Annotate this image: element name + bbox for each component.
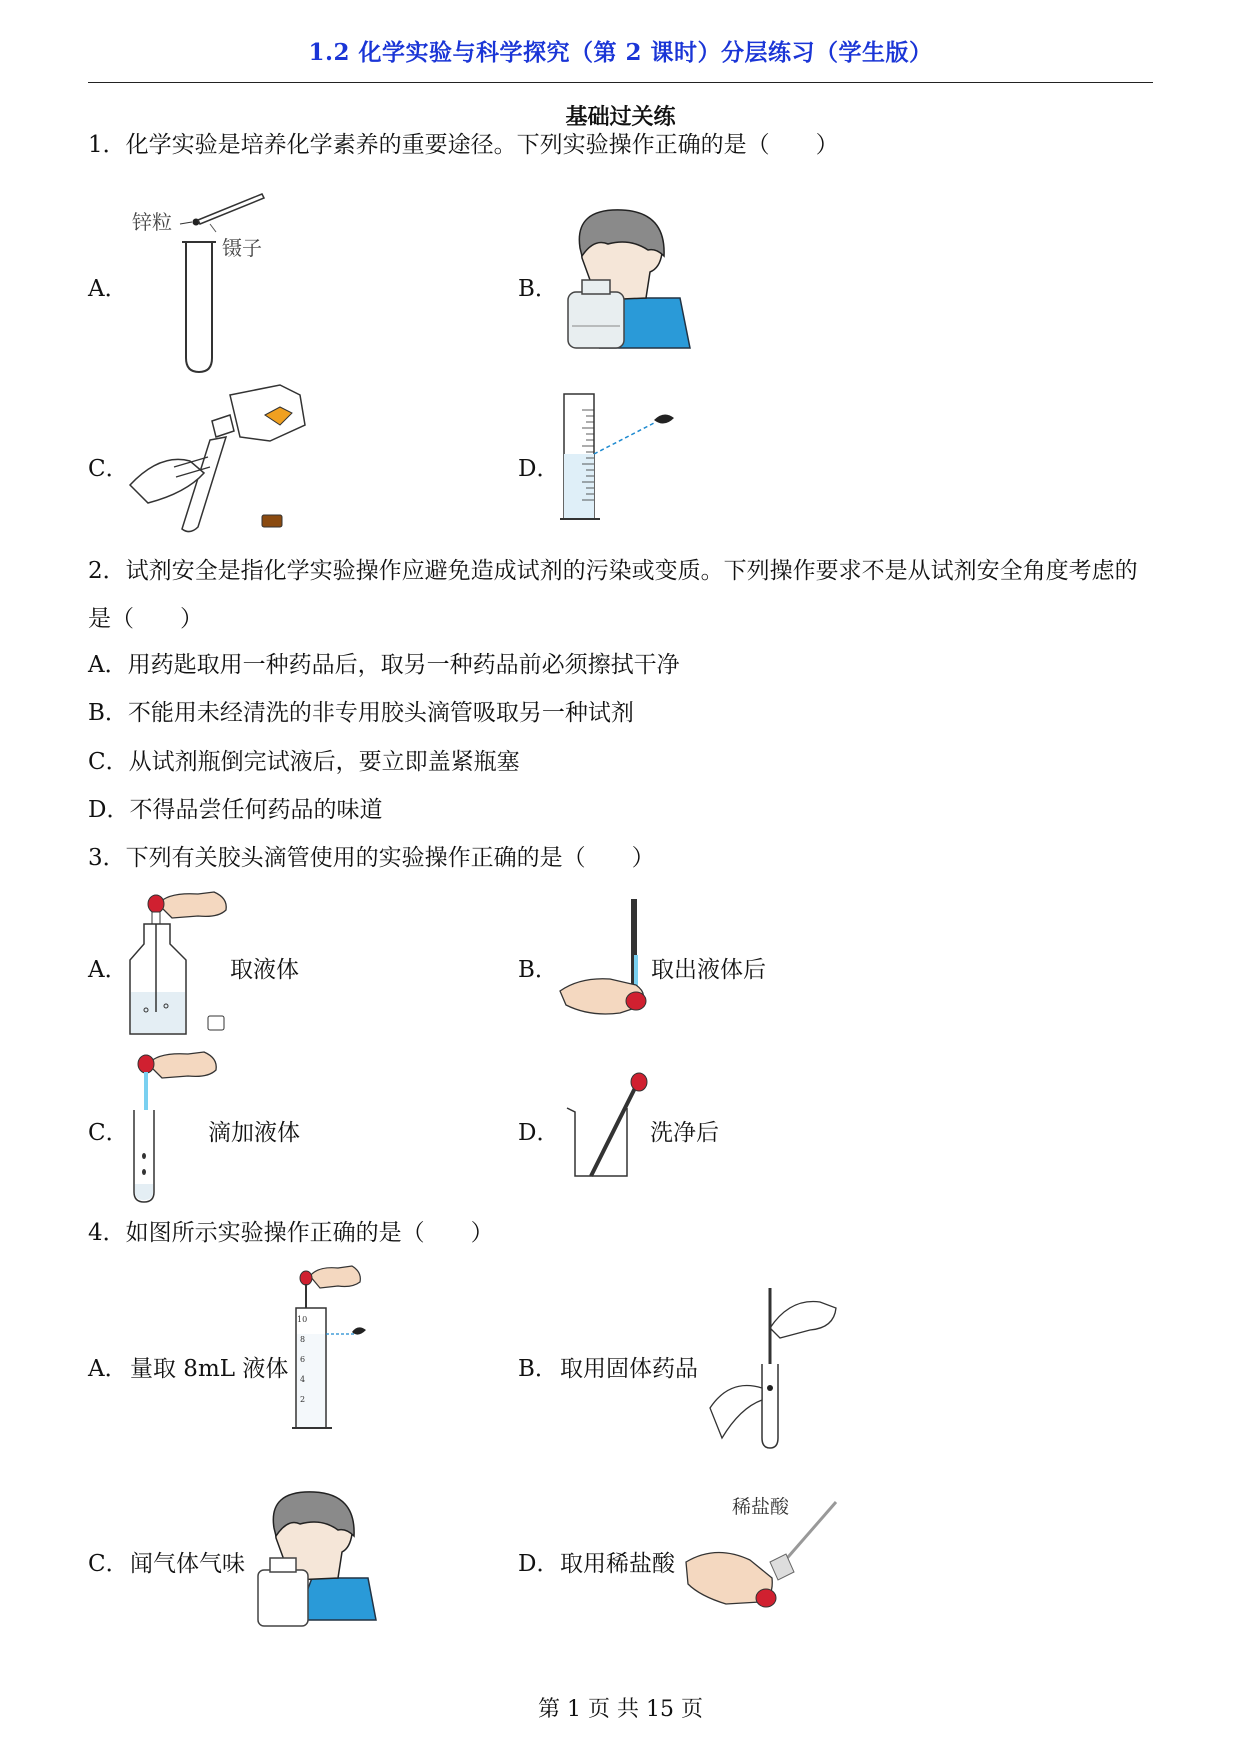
tweezers-label: 镊子 xyxy=(222,236,262,260)
q4-option-b-letter: B． xyxy=(518,1356,558,1382)
question-4-stem: 4．如图所示实验操作正确的是（ ） xyxy=(88,1220,494,1246)
dropper-hcl-icon xyxy=(686,1488,846,1628)
question-1-stem: 1．化学实验是培养化学素养的重要途径。下列实验操作正确的是（ ） xyxy=(88,132,839,158)
q4-option-c-caption: 闻气体气味 xyxy=(130,1551,245,1577)
test-tube-tweezers-icon xyxy=(130,190,280,380)
q4-option-a-caption: 量取 8mL 液体 xyxy=(130,1356,289,1382)
q2-option-a: A．用药匙取用一种药品后，取另一种药品前必须擦拭干净 xyxy=(88,652,680,678)
q4-option-b-caption: 取用固体药品 xyxy=(560,1356,698,1382)
q3-option-b-letter: B． xyxy=(518,957,558,983)
q2-option-c: C．从试剂瓶倒完试液后，要立即盖紧瓶塞 xyxy=(88,749,520,775)
q1-option-b-letter: B． xyxy=(518,276,558,302)
q4-option-a-letter: A． xyxy=(88,1356,128,1382)
dropper-above-tube-icon xyxy=(128,1044,218,1204)
header-divider xyxy=(88,82,1153,83)
smelling-bottle-boy-icon xyxy=(256,1490,376,1630)
q3-option-c-letter: C． xyxy=(88,1120,129,1146)
page-footer: 第 1 页 共 15 页 xyxy=(538,1697,703,1722)
q3-option-b-caption: 取出液体后 xyxy=(651,957,766,983)
q4-option-d-figure xyxy=(686,1488,846,1628)
q1-option-a-letter: A． xyxy=(88,276,128,302)
q1-option-d-letter: D． xyxy=(518,456,560,482)
q1-option-c-letter: C． xyxy=(88,456,129,482)
q4-option-c-letter: C． xyxy=(88,1551,129,1577)
section-title: 基础过关练 xyxy=(565,104,676,130)
q4-option-a-figure xyxy=(292,1262,372,1442)
q3-option-d-caption: 洗净后 xyxy=(650,1120,719,1146)
dropper-upside-down-icon xyxy=(560,895,660,1025)
q3-option-a-caption: 取液体 xyxy=(230,957,299,983)
question-3-stem: 3．下列有关胶头滴管使用的实验操作正确的是（ ） xyxy=(88,845,655,871)
q4-option-d-letter: D． xyxy=(518,1551,560,1577)
cylinder-tick-10: 10 xyxy=(297,1315,308,1324)
cylinder-tick-4: 4 xyxy=(300,1375,306,1384)
test-tube-rod-icon xyxy=(710,1288,840,1458)
cylinder-reading-icon xyxy=(560,390,690,530)
zinc-granule-label: 锌粒 xyxy=(132,210,172,234)
cylinder-with-dropper-icon xyxy=(292,1262,372,1442)
q3-option-a-letter: A． xyxy=(88,957,128,983)
q3-option-c-caption: 滴加液体 xyxy=(208,1120,300,1146)
q4-option-d-caption: 取用稀盐酸 xyxy=(560,1551,675,1577)
q3-option-d-letter: D． xyxy=(518,1120,560,1146)
question-2-stem: 2．试剂安全是指化学实验操作应避免造成试剂的污染或变质。下列操作要求不是从试剂安全角度考虑的是（ ） xyxy=(88,558,1138,632)
dropper-in-bottle-icon xyxy=(128,884,238,1034)
pouring-liquid-icon xyxy=(130,385,310,535)
q2-option-b: B．不能用未经清洗的非专用胶头滴管吸取另一种试剂 xyxy=(88,700,634,726)
dilute-hcl-label: 稀盐酸 xyxy=(732,1496,790,1518)
dropper-in-beaker-icon xyxy=(565,1072,655,1182)
cylinder-tick-8: 8 xyxy=(300,1335,306,1344)
cylinder-tick-6: 6 xyxy=(300,1355,306,1364)
smelling-gas-boy-icon xyxy=(560,208,690,353)
q2-option-d: D．不得品尝任何药品的味道 xyxy=(88,797,383,823)
document-title: 1.2 化学实验与科学探究（第 2 课时）分层练习（学生版） xyxy=(308,39,933,66)
cylinder-tick-2: 2 xyxy=(300,1395,306,1404)
